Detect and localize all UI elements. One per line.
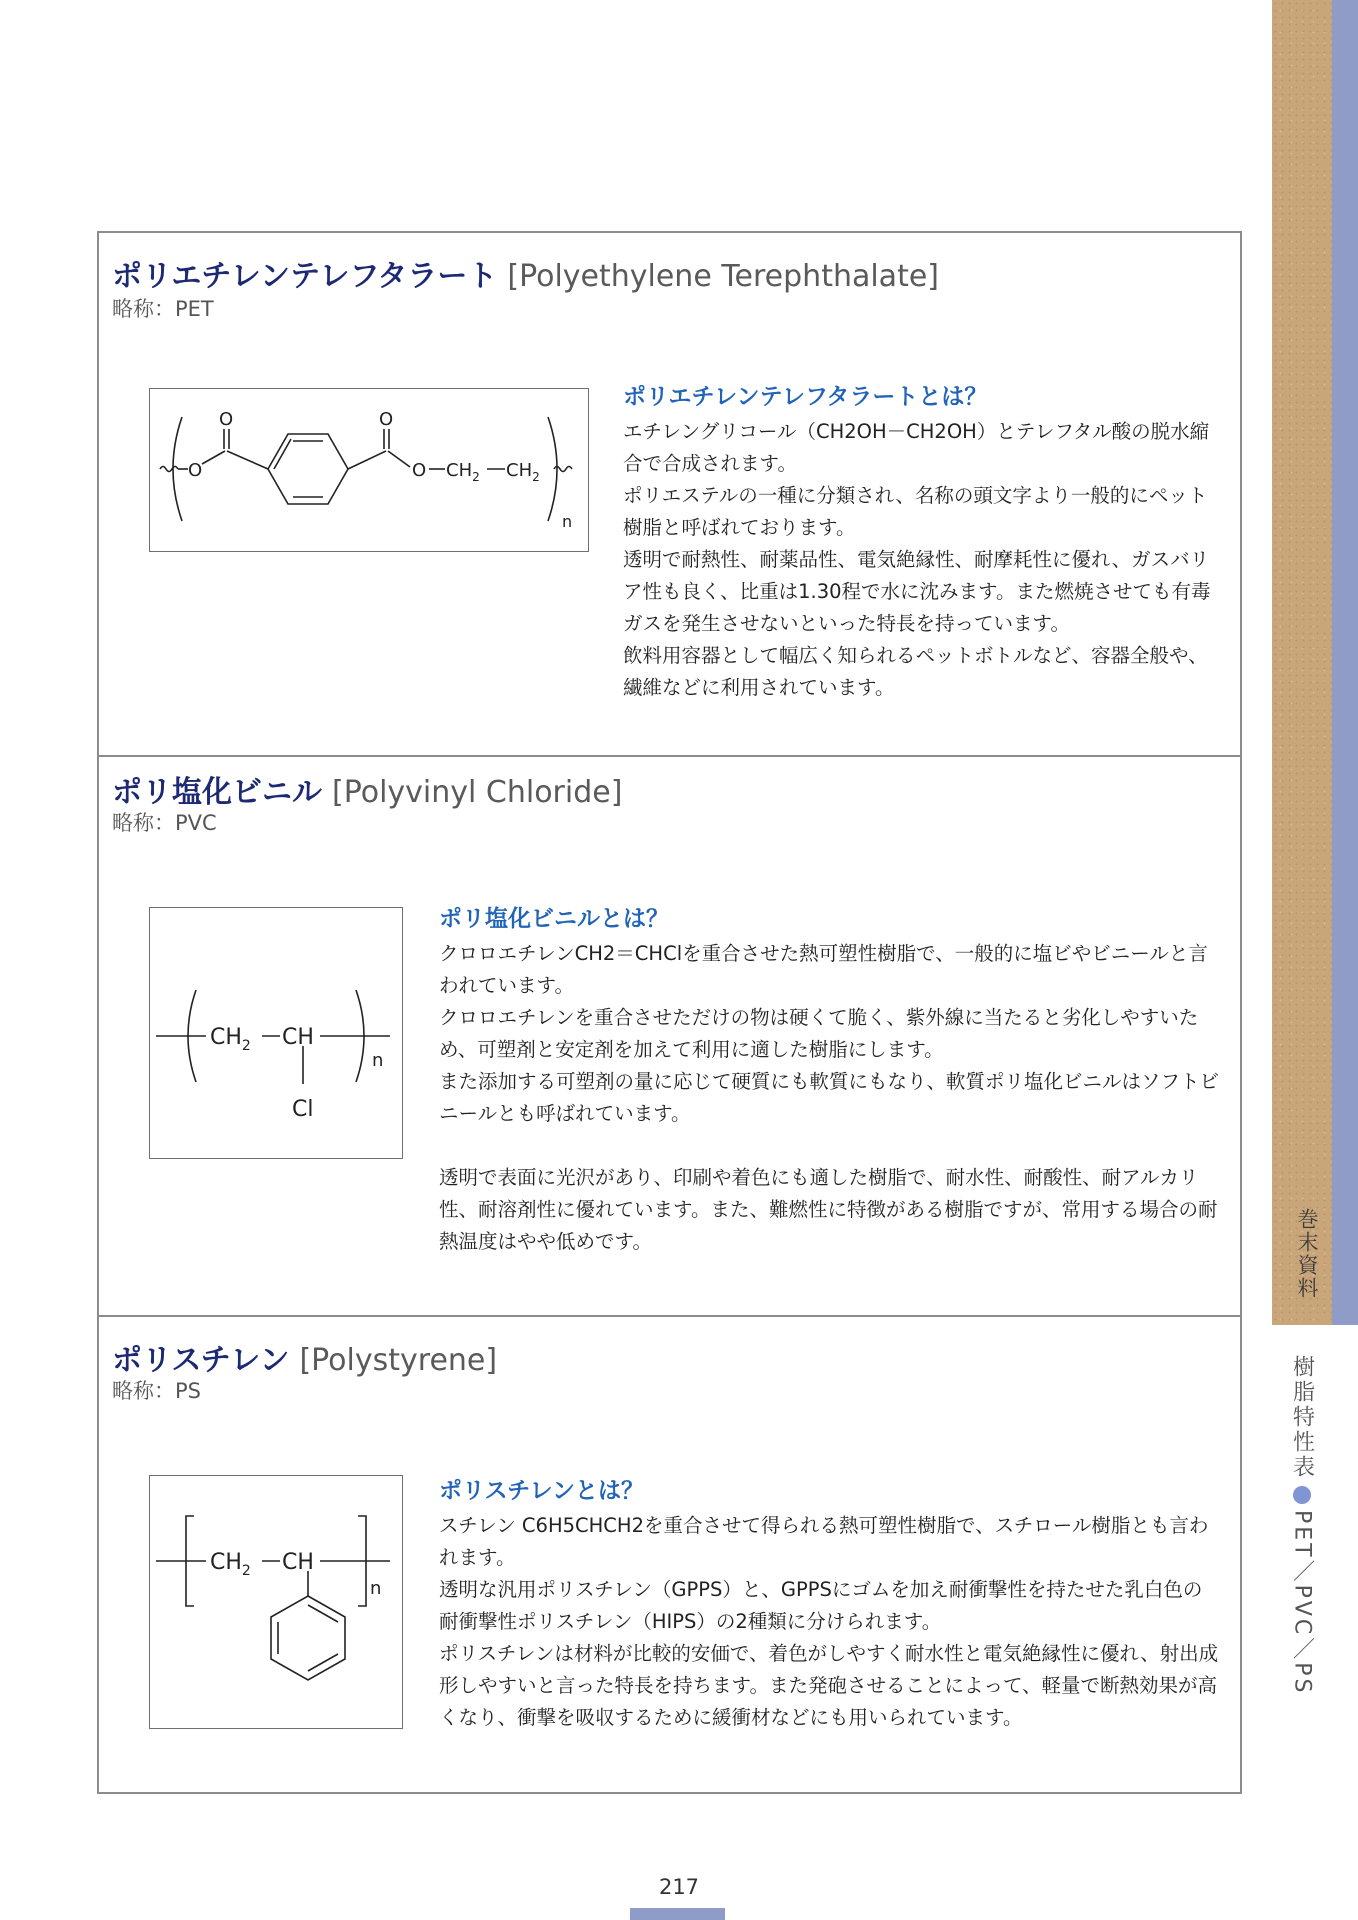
bullet-dot-icon [1293, 1486, 1311, 1504]
ps-heading: ポリスチレンとは？ [439, 1478, 645, 1504]
pvc-ch2: $CH_2$ [210, 1025, 251, 1054]
pvc-structure-diagram [149, 907, 403, 1159]
pet-ch2-1: $CH_2$ [446, 460, 480, 484]
pet-title [112, 251, 939, 295]
side-blue-strip [1332, 0, 1358, 1325]
pet-description [623, 381, 1219, 704]
side-label-section [1282, 1355, 1322, 1696]
ps-title [112, 1335, 497, 1379]
pet-paragraph: 透明で耐熱性、耐薬品性、電気絶縁性、耐摩耗性に優れ、ガスバリア性も良く、比重は1.30程で水に沈みます。また燃焼させても有毒ガスを発生させないといった特長を持っています。 [623, 548, 1211, 635]
ps-paragraph: スチレン C6H5CHCH2を重合させて得られる熱可塑性樹脂で、スチロール樹脂とも言われます。 [439, 1514, 1209, 1569]
pet-o3: O [379, 409, 394, 430]
pvc-title [112, 767, 622, 811]
pvc-paragraph: クロロエチレンを重合させただけの物は硬くて脆く、紫外線に当たると劣化しやすいため、可塑剤と安定剤を加えて利用に適した樹脂にします。 [439, 1006, 1199, 1061]
section-pvc [99, 755, 1240, 1315]
pvc-structural-formula [150, 908, 402, 1158]
pet-o1: O [188, 460, 203, 481]
pvc-n: n [372, 1050, 384, 1071]
ps-ch2: $CH_2$ [210, 1550, 251, 1579]
pet-abbreviation: 略称：PET [112, 297, 214, 321]
ps-n: n [370, 1578, 382, 1599]
ps-abbreviation: 略称：PS [112, 1379, 201, 1403]
ps-name-en: [Polystyrene] [299, 1343, 498, 1378]
section-ps [99, 1315, 1240, 1796]
ps-structural-formula [150, 1476, 402, 1728]
side-label-appendix: 巻末資料 [1295, 1208, 1319, 1300]
ps-structure-diagram [149, 1475, 403, 1729]
pvc-paragraph: また添加する可塑剤の量に応じて硬質にも軟質にもなり、軟質ポリ塩化ビニルはソフトビニールとも呼ばれています。 [439, 1070, 1220, 1125]
pet-paragraph: ポリエステルの一種に分類され、名称の頭文字より一般的にペット樹脂と呼ばれております。 [623, 484, 1208, 539]
pvc-paragraph-2: 透明で表面に光沢があり、印刷や着色にも適した樹脂で、耐水性、耐酸性、耐アルカリ性、耐溶剤性に優れています。また、難燃性に特徴がある樹脂ですが、常用する場合の耐熱温度はやや低めです。 [439, 1166, 1218, 1253]
section-pet [99, 233, 1240, 755]
pvc-name-jp: ポリ塩化ビニル [112, 775, 322, 810]
side-label-materials: PET／PVC／PS [1289, 1510, 1315, 1696]
ps-ch: CH [282, 1550, 314, 1575]
pvc-heading: ポリ塩化ビニルとは？ [439, 906, 669, 932]
side-kraft-strip [1272, 0, 1332, 1325]
pet-n: n [562, 512, 573, 531]
pet-structural-formula [150, 389, 588, 551]
pvc-ch: CH [282, 1025, 314, 1050]
page-tab-marker [630, 1908, 725, 1920]
pet-paragraph: 飲料用容器として幅広く知られるペットボトルなど、容器全般や、繊維などに利用されています。 [623, 644, 1208, 699]
ps-paragraph: ポリスチレンは材料が比較的安価で、着色がしやすく耐水性と電気絶縁性に優れ、射出成形しやすいと言った特長を持ちます。また発砲させることによって、軽量で断熱効果が高くなり、衝撃を吸収するために緩衝材などにも用いられています。 [439, 1642, 1219, 1729]
ps-description [439, 1475, 1219, 1734]
pet-heading: ポリエチレンテレフタラートとは？ [623, 384, 988, 410]
pet-ch2-2: $CH_2$ [506, 460, 540, 484]
ps-name-jp: ポリスチレン [112, 1343, 290, 1378]
pvc-abbreviation: 略称：PVC [112, 811, 217, 835]
pet-name-jp: ポリエチレンテレフタラート [112, 259, 498, 294]
pet-o4: O [412, 460, 427, 481]
pet-structure-diagram [149, 388, 589, 552]
pet-name-en: [Polyethylene Terephthalate] [507, 259, 939, 294]
resin-table-frame [97, 231, 1242, 1794]
side-label-resin-table: 樹脂特性表 [1289, 1355, 1315, 1480]
pvc-name-en: [Polyvinyl Chloride] [332, 775, 623, 810]
pvc-cl: Cl [292, 1097, 314, 1122]
pvc-paragraph: クロロエチレンCH2＝CHClを重合させた熱可塑性樹脂で、一般的に塩ビやビニールと言われています。 [439, 942, 1208, 997]
pet-o2: O [219, 409, 234, 430]
page-number: 217 [658, 1875, 700, 1899]
pvc-description [439, 903, 1219, 1258]
pet-paragraph: エチレングリコール（CH2OH－CH2OH）とテレフタル酸の脱水縮合で合成されます。 [623, 420, 1210, 475]
ps-paragraph: 透明な汎用ポリスチレン（GPPS）と、GPPSにゴムを加え耐衝撃性を持たせた乳白色の耐衝撃性ポリスチレン（HIPS）の2種類に分けられます。 [439, 1578, 1203, 1633]
